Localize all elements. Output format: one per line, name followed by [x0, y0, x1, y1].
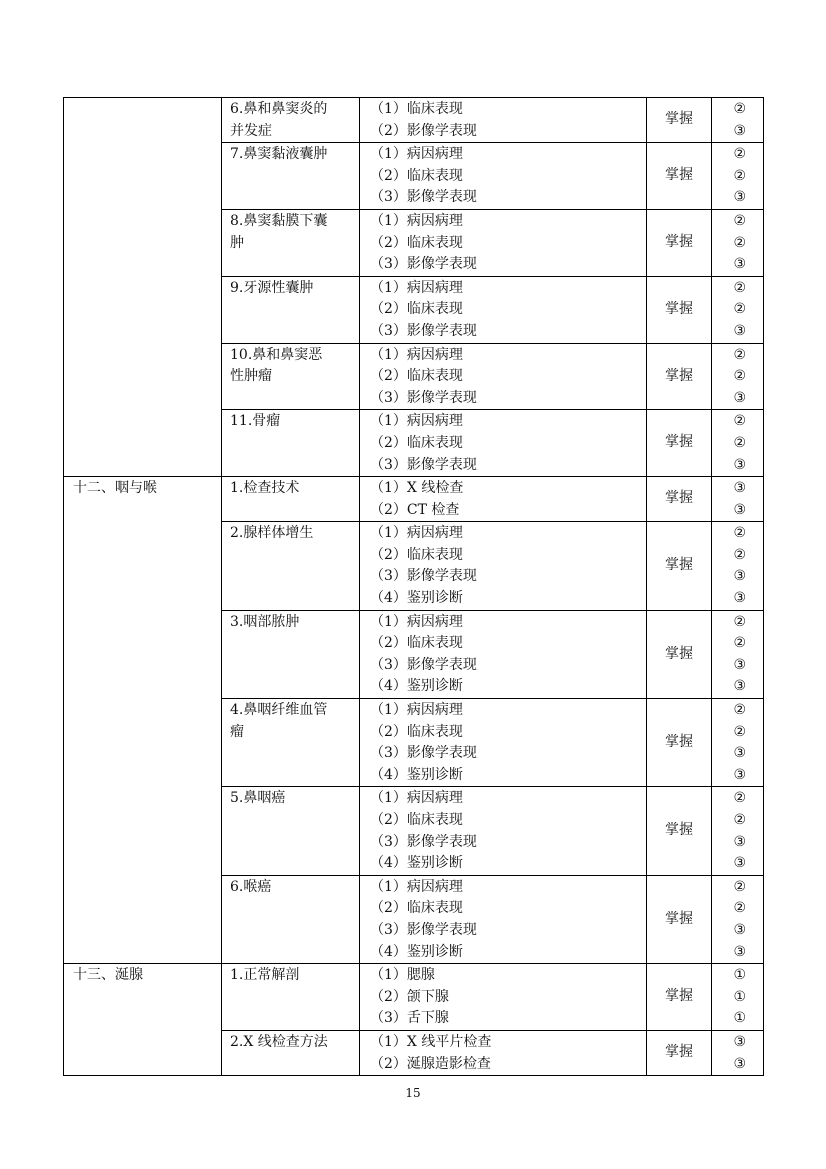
- topic-cell: [222, 143, 360, 210]
- content-item: （2）临床表现: [370, 812, 463, 828]
- content-items-cell: [360, 522, 647, 610]
- content-item: （3）舌下腺: [370, 1010, 449, 1027]
- level-cell: [712, 410, 764, 477]
- topic-cell: [222, 875, 360, 963]
- content-item: （2）影像学表现: [370, 122, 477, 139]
- level-mark: ③: [733, 456, 746, 473]
- topic-cell: [222, 1030, 360, 1075]
- topic-name-line: 2.X 线检查方法: [230, 1033, 328, 1050]
- content-item: （2）临床表现: [370, 301, 463, 318]
- level-mark: ③: [733, 678, 746, 695]
- level-cell: [712, 209, 764, 276]
- topic-name-line: 并发症: [230, 122, 272, 139]
- topic-cell: [222, 276, 360, 343]
- requirement-cell: 掌握: [647, 209, 712, 276]
- requirement-cell: 掌握: [647, 410, 712, 477]
- content-item: （3）影像学表现: [370, 256, 477, 273]
- level-cell: [712, 98, 764, 143]
- topic-cell: [222, 410, 360, 477]
- content-item: （1）病因病理: [370, 146, 463, 163]
- level-mark: ①: [733, 988, 746, 1005]
- level-cell: [712, 699, 764, 787]
- requirement-cell: 掌握: [647, 1030, 712, 1075]
- content-items-cell: [360, 875, 647, 963]
- requirement-cell: 掌握: [647, 276, 712, 343]
- topic-name-line: 性肿瘤: [230, 368, 272, 385]
- level-cell: [712, 787, 764, 875]
- requirement-cell: 掌握: [647, 143, 712, 210]
- level-mark: ②: [733, 790, 746, 807]
- content-items-cell: [360, 1030, 647, 1075]
- table-row: [64, 477, 764, 522]
- table-row: [64, 964, 764, 1031]
- content-items-cell: [360, 209, 647, 276]
- requirement-cell: 掌握: [647, 522, 712, 610]
- content-item: （1）病因病理: [370, 346, 463, 363]
- topic-name-line: 8.鼻窦黏膜下囊: [230, 212, 328, 229]
- content-item: （1）病因病理: [370, 279, 463, 296]
- level-cell: [712, 1030, 764, 1075]
- content-item: （3）影像学表现: [370, 322, 477, 339]
- level-mark: ②: [733, 234, 746, 251]
- level-mark: ②: [733, 279, 746, 296]
- requirement-cell: 掌握: [647, 787, 712, 875]
- level-mark: ②: [733, 635, 746, 652]
- topic-name-line: 10.鼻和鼻窦恶: [230, 346, 323, 363]
- content-items-cell: [360, 410, 647, 477]
- unit-cell: 十二、咽与喉: [64, 477, 222, 964]
- topic-cell: [222, 209, 360, 276]
- content-item: （1）病因病理: [370, 790, 463, 807]
- level-mark: ③: [733, 921, 746, 938]
- content-items-cell: [360, 699, 647, 787]
- level-mark: ②: [733, 346, 746, 363]
- requirement-cell: 掌握: [647, 98, 712, 143]
- level-mark: ③: [733, 590, 746, 607]
- content-item: （2）涎腺造影检查: [370, 1055, 491, 1072]
- level-mark: ②: [733, 878, 746, 895]
- requirement-cell: 掌握: [647, 343, 712, 410]
- content-item: （4）鉴别诊断: [370, 766, 463, 783]
- content-item: （1）X 线平片检查: [370, 1033, 492, 1050]
- level-mark: ①: [733, 1010, 746, 1027]
- content-item: （3）影像学表现: [370, 189, 477, 206]
- level-mark: ②: [733, 702, 746, 719]
- level-mark: ③: [733, 256, 746, 273]
- level-mark: ②: [733, 613, 746, 630]
- level-mark: ③: [733, 501, 746, 518]
- level-mark: ③: [733, 189, 746, 206]
- content-item: （2）临床表现: [370, 368, 463, 385]
- content-item: （2）临床表现: [370, 635, 463, 652]
- content-item: （1）病因病理: [370, 702, 463, 719]
- content-items-cell: [360, 964, 647, 1031]
- content-item: （1）病因病理: [370, 525, 463, 542]
- requirement-cell: 掌握: [647, 477, 712, 522]
- level-mark: ③: [733, 1055, 746, 1072]
- content-item: （1）X 线检查: [370, 480, 464, 497]
- content-item: （3）影像学表现: [370, 745, 477, 762]
- table-row: [64, 98, 764, 143]
- level-mark: ②: [733, 812, 746, 828]
- content-items-cell: [360, 787, 647, 875]
- content-item: （2）临床表现: [370, 434, 463, 451]
- topic-name-line: 7.鼻窦黏液囊肿: [230, 146, 328, 163]
- content-items-cell: [360, 143, 647, 210]
- level-mark: ③: [733, 1033, 746, 1050]
- topic-name-line: 3.咽部脓肿: [230, 613, 300, 630]
- content-items-cell: [360, 98, 647, 143]
- level-mark: ③: [733, 766, 746, 783]
- topic-cell: [222, 699, 360, 787]
- topic-name-line: 瘤: [230, 723, 244, 740]
- content-item: （4）鉴别诊断: [370, 943, 463, 960]
- content-item: （2）临床表现: [370, 167, 463, 184]
- level-cell: [712, 477, 764, 522]
- content-item: （2）临床表现: [370, 900, 463, 917]
- content-item: （1）病因病理: [370, 878, 463, 895]
- requirement-cell: 掌握: [647, 964, 712, 1031]
- level-mark: ②: [733, 301, 746, 318]
- content-item: （3）影像学表现: [370, 568, 477, 585]
- content-item: （4）鉴别诊断: [370, 590, 463, 607]
- level-cell: [712, 343, 764, 410]
- content-item: （1）病因病理: [370, 413, 463, 430]
- content-item: （3）影像学表现: [370, 656, 477, 673]
- topic-cell: [222, 522, 360, 610]
- level-mark: ②: [733, 900, 746, 917]
- topic-name-line: 5.鼻咽癌: [230, 790, 286, 807]
- topic-name-line: 肿: [230, 234, 244, 251]
- level-mark: ②: [733, 434, 746, 451]
- content-item: （2）临床表现: [370, 546, 463, 563]
- content-item: （4）鉴别诊断: [370, 678, 463, 695]
- level-cell: [712, 610, 764, 698]
- level-mark: ②: [733, 368, 746, 385]
- topic-name-line: 1.检查技术: [230, 480, 300, 497]
- unit-cell: 十三、涎腺: [64, 964, 222, 1076]
- content-item: （3）影像学表现: [370, 833, 477, 850]
- requirement-cell: 掌握: [647, 699, 712, 787]
- level-mark: ③: [733, 855, 746, 872]
- level-mark: ③: [733, 656, 746, 673]
- page-number: 15: [405, 1086, 421, 1100]
- level-mark: ②: [733, 167, 746, 184]
- level-mark: ①: [733, 967, 746, 984]
- level-cell: [712, 143, 764, 210]
- topic-cell: [222, 98, 360, 143]
- level-mark: ③: [733, 943, 746, 960]
- content-items-cell: [360, 276, 647, 343]
- unit-cell: [64, 98, 222, 477]
- requirement-cell: 掌握: [647, 875, 712, 963]
- level-mark: ③: [733, 568, 746, 585]
- topic-name-line: 11.骨瘤: [230, 413, 281, 430]
- syllabus-table-body: [64, 98, 764, 1076]
- topic-cell: [222, 343, 360, 410]
- level-mark: ②: [733, 546, 746, 563]
- content-item: （1）腮腺: [370, 967, 435, 984]
- content-item: （1）病因病理: [370, 212, 463, 229]
- topic-name-line: 1.正常解剖: [230, 967, 300, 984]
- level-mark: ②: [733, 525, 746, 542]
- content-item: （2）临床表现: [370, 723, 463, 740]
- content-item: （2）CT 检查: [370, 501, 460, 518]
- content-item: （4）鉴别诊断: [370, 855, 463, 872]
- level-mark: ③: [733, 389, 746, 406]
- topic-cell: [222, 787, 360, 875]
- level-mark: ②: [733, 146, 746, 163]
- level-mark: ②: [733, 212, 746, 229]
- syllabus-table: [63, 97, 764, 1076]
- topic-cell: [222, 477, 360, 522]
- level-cell: [712, 276, 764, 343]
- content-item: （3）影像学表现: [370, 456, 477, 473]
- level-mark: ②: [733, 723, 746, 740]
- content-item: （2）颌下腺: [370, 988, 449, 1005]
- topic-name-line: 4.鼻咽纤维血管: [230, 702, 328, 719]
- content-item: （3）影像学表现: [370, 389, 477, 406]
- level-mark: ③: [733, 322, 746, 339]
- content-item: （3）影像学表现: [370, 921, 477, 938]
- content-item: （1）临床表现: [370, 101, 463, 117]
- content-items-cell: [360, 610, 647, 698]
- level-cell: [712, 522, 764, 610]
- level-mark: ③: [733, 833, 746, 850]
- topic-cell: [222, 964, 360, 1031]
- topic-cell: [222, 610, 360, 698]
- topic-name-line: 9.牙源性囊肿: [230, 279, 314, 296]
- level-mark: ②: [733, 413, 746, 430]
- level-cell: [712, 964, 764, 1031]
- level-mark: ③: [733, 745, 746, 762]
- content-item: （2）临床表现: [370, 234, 463, 251]
- topic-name-line: 6.喉癌: [230, 878, 272, 895]
- level-mark: ②: [733, 101, 746, 117]
- content-items-cell: [360, 477, 647, 522]
- topic-name-line: 6.鼻和鼻窦炎的: [230, 101, 328, 117]
- content-item: （1）病因病理: [370, 613, 463, 630]
- level-mark: ③: [733, 122, 746, 139]
- level-mark: ③: [733, 480, 746, 497]
- content-items-cell: [360, 343, 647, 410]
- requirement-cell: 掌握: [647, 610, 712, 698]
- topic-name-line: 2.腺样体增生: [230, 525, 314, 542]
- level-cell: [712, 875, 764, 963]
